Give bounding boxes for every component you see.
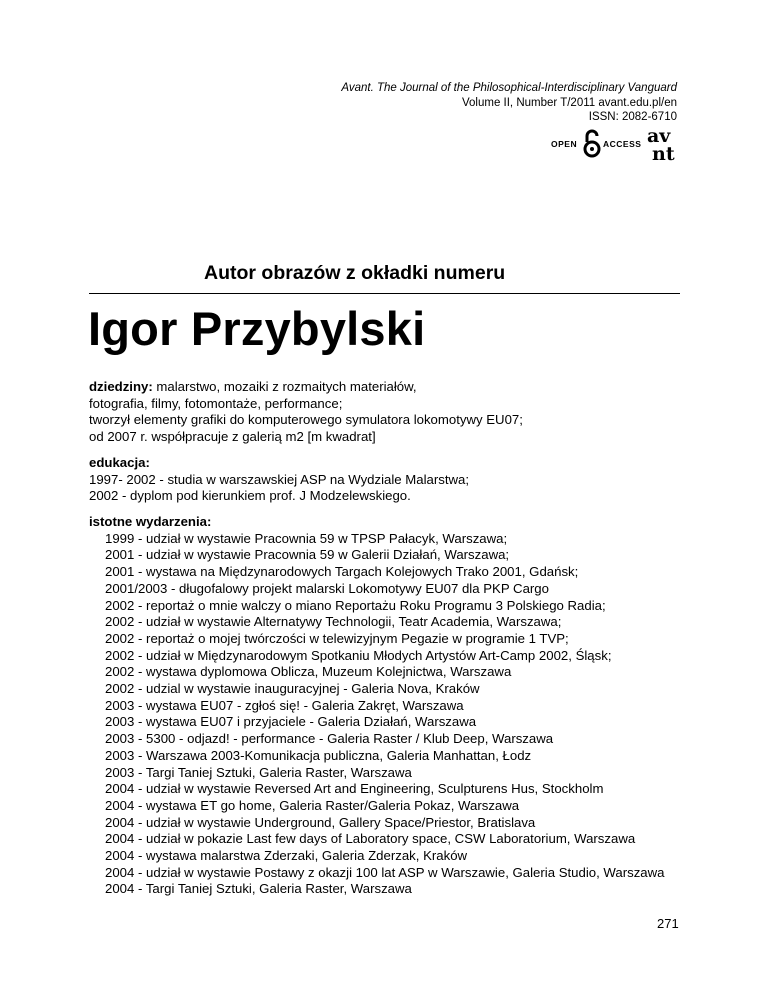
- event-item: 2004 - udział w pokazie Last few days of Laboratory space, CSW Laboratorium, Warszawa: [105, 831, 636, 847]
- event-item: 2002 - wystawa dyplomowa Oblicza, Muzeum Kolejnictwa, Warszawa: [105, 664, 512, 680]
- fields-line: fotografia, filmy, fotomontaże, performance;: [89, 395, 343, 411]
- event-item: 2002 - reportaż o mojej twórczości w telewizyjnym Pegazie w programie 1 TVP;: [105, 630, 569, 646]
- event-item: 1999 - udział w wystawie Pracownia 59 w TPSP Pałacyk, Warszawa;: [105, 530, 508, 546]
- event-item: 2001 - udział w wystawie Pracownia 59 w Galerii Działań, Warszawa;: [105, 547, 510, 563]
- journal-title: Avant. The Journal of the Philosophical-Interdisciplinary Vanguard: [341, 82, 677, 94]
- avant-logo-mark: [645, 126, 685, 164]
- title-divider: [89, 293, 680, 294]
- access-label: ACCESS: [603, 139, 642, 149]
- event-item: 2002 - udzial w wystawie inauguracyjnej - Galeria Nova, Kraków: [105, 681, 480, 697]
- events-label: istotne wydarzenia:: [89, 514, 212, 529]
- event-item: 2002 - reportaż o mnie walczy o miano Reportażu Roku Programu 3 Polskiego Radia;: [105, 597, 606, 613]
- journal-header: [341, 81, 677, 125]
- event-item: 2001/2003 - długofalowy projekt malarski Lokomotywy EU07 dla PKP Cargo: [105, 580, 549, 596]
- event-item: 2004 - udział w wystawie Underground, Gallery Space/Priestor, Bratislava: [105, 814, 536, 830]
- open-access-logo: [547, 126, 685, 164]
- volume-line: Volume II, Number T/2011 avant.edu.pl/en: [461, 96, 677, 109]
- fields-line: malarstwo, mozaiki z rozmaitych materiałów,: [152, 379, 417, 394]
- event-item: 2003 - 5300 - odjazd! - performance - Galeria Raster / Klub Deep, Warszawa: [105, 731, 554, 747]
- author-name: Igor Przybylski: [88, 302, 426, 355]
- open-access-lock-icon: [582, 128, 602, 158]
- avant-mark-top: av: [647, 126, 671, 147]
- event-item: 2003 - wystawa EU07 - zgłoś się! - Galeria Zakręt, Warszawa: [105, 697, 464, 713]
- fields-label: dziedziny:: [89, 379, 153, 394]
- events-section: [89, 514, 679, 898]
- section-title: Autor obrazów z okładki numeru: [204, 262, 506, 284]
- education-label: edukacja:: [89, 455, 150, 470]
- open-label: OPEN: [551, 139, 578, 149]
- event-item: 2004 - wystawa ET go home, Galeria Raster/Galeria Pokaz, Warszawa: [105, 797, 520, 813]
- event-item: 2003 - wystawa EU07 i przyjaciele - Galeria Działań, Warszawa: [105, 714, 477, 730]
- fields-line: tworzył elementy grafiki do komputerowego symulatora lokomotywy EU07;: [89, 412, 523, 428]
- education-section: [89, 455, 679, 505]
- event-item: 2003 - Targi Taniej Sztuki, Galeria Raster, Warszawa: [105, 764, 412, 780]
- events-list: [89, 531, 679, 898]
- event-item: 2002 - udział w wystawie Alternatywy Technologii, Teatr Academia, Warszawa;: [105, 614, 562, 630]
- issn: ISSN: 2082-6710: [588, 111, 677, 123]
- event-item: 2003 - Warszawa 2003-Komunikacja publiczna, Galeria Manhattan, Łodz: [105, 747, 532, 763]
- event-item: 2002 - udział w Międzynarodowym Spotkaniu Młodych Artystów Art-Camp 2002, Śląsk;: [105, 647, 612, 663]
- event-item: 2004 - udział w wystawie Reversed Art and Engineering, Sculpturens Hus, Stockholm: [105, 781, 604, 797]
- fields-line: od 2007 r. współpracuje z galerią m2 [m kwadrat]: [89, 429, 376, 445]
- education-line: 1997- 2002 - studia w warszawskiej ASP na Wydziale Malarstwa;: [89, 471, 470, 487]
- event-item: 2004 - udział w wystawie Postawy z okazji 100 lat ASP w Warszawie, Galeria Studio, Warszawa: [105, 864, 665, 880]
- avant-mark-bottom: nt: [652, 143, 675, 164]
- page-number: 271: [657, 916, 679, 931]
- event-item: 2001 - wystawa na Międzynarodowych Targach Kolejowych Trako 2001, Gdańsk;: [105, 564, 579, 580]
- fields-section: [89, 379, 679, 446]
- event-item: 2004 - Targi Taniej Sztuki, Galeria Raster, Warszawa: [105, 881, 412, 897]
- education-line: 2002 - dyplom pod kierunkiem prof. J Modzelewskiego.: [89, 488, 411, 504]
- event-item: 2004 - wystawa malarstwa Zderzaki, Galeria Zderzak, Kraków: [105, 848, 468, 864]
